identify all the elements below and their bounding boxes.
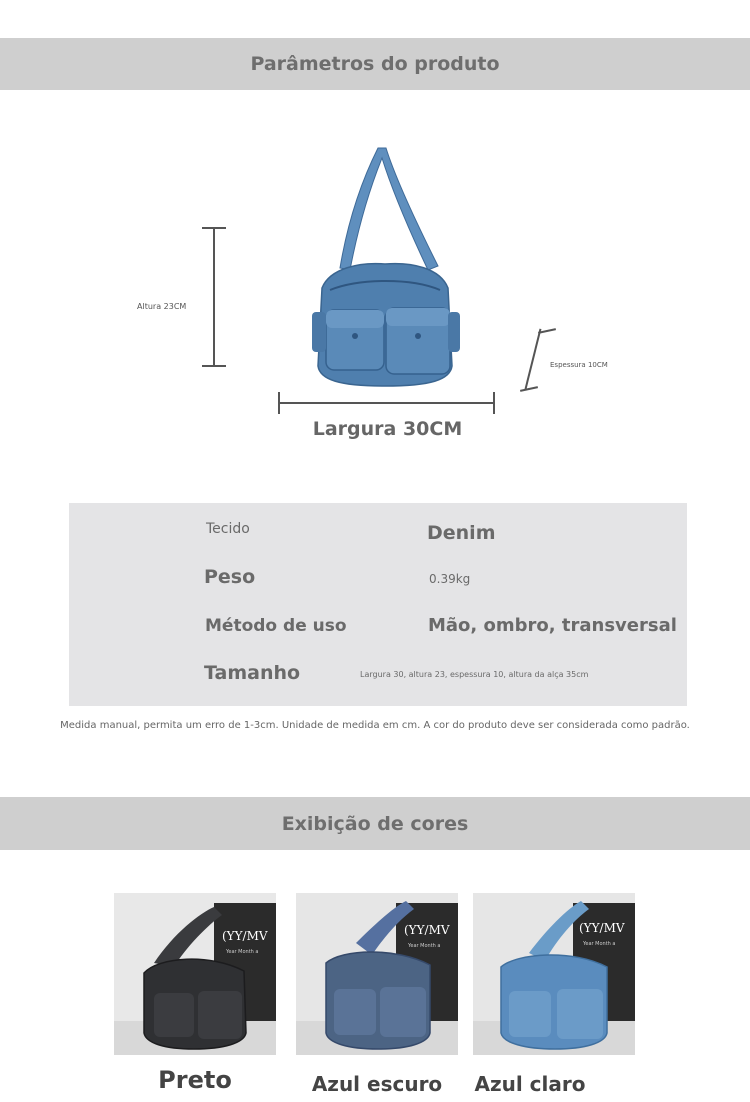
height-cap-top (202, 227, 226, 229)
width-cap-right (493, 392, 495, 414)
measurement-note: Medida manual, permita um erro de 1-3cm. Unidade de medida em cm. A cor do produto deve ser considerada como padrão. (60, 720, 690, 731)
spec-value-size: Largura 30, altura 23, espessura 10, altura da alça 35cm (360, 670, 589, 679)
spec-label-size: Tamanho (204, 662, 301, 684)
width-label: Largura 30CM (312, 418, 463, 440)
bag-photo-black (114, 893, 276, 1055)
section-header-colors (0, 797, 750, 850)
thickness-dimension-line (525, 329, 542, 390)
spec-label-usage: Método de uso (205, 616, 347, 636)
section-header-parameters (0, 38, 750, 90)
sign-text: (YY/MV (404, 923, 450, 937)
bag-illustration (300, 140, 470, 390)
spec-label-fabric: Tecido (206, 521, 250, 537)
sign-text: (YY/MV (222, 929, 268, 943)
spec-value-fabric: Denim (427, 522, 496, 544)
color-name-black: Preto (158, 1066, 232, 1094)
color-name-dark-blue: Azul escuro (311, 1072, 443, 1096)
color-photo-black[interactable] (114, 893, 276, 1055)
spec-label-weight: Peso (204, 566, 256, 588)
color-photo-dark-blue[interactable] (296, 893, 458, 1055)
sign-subtext: Year Month a (583, 941, 616, 947)
sign-subtext: Year Month a (226, 949, 259, 955)
height-cap-bottom (202, 365, 226, 367)
height-label: Altura 23CM (137, 302, 187, 311)
thickness-cap-bottom (520, 386, 538, 392)
spec-value-usage: Mão, ombro, transversal (428, 615, 677, 636)
height-dimension-line (213, 228, 215, 366)
section-title: Exibição de cores (281, 812, 469, 835)
thickness-label: Espessura 10CM (550, 361, 608, 369)
spec-value-weight: 0.39kg (429, 572, 471, 586)
width-cap-left (278, 392, 280, 414)
spec-table (69, 503, 687, 706)
sign-text: (YY/MV (579, 921, 625, 935)
color-photo-light-blue[interactable] (473, 893, 635, 1055)
bag-photo-light-blue (473, 893, 635, 1055)
bag-photo-dark-blue (296, 893, 458, 1055)
color-name-light-blue: Azul claro (474, 1072, 586, 1096)
section-title: Parâmetros do produto (250, 53, 500, 75)
sign-subtext: Year Month a (408, 943, 441, 949)
width-dimension-line (279, 402, 495, 404)
